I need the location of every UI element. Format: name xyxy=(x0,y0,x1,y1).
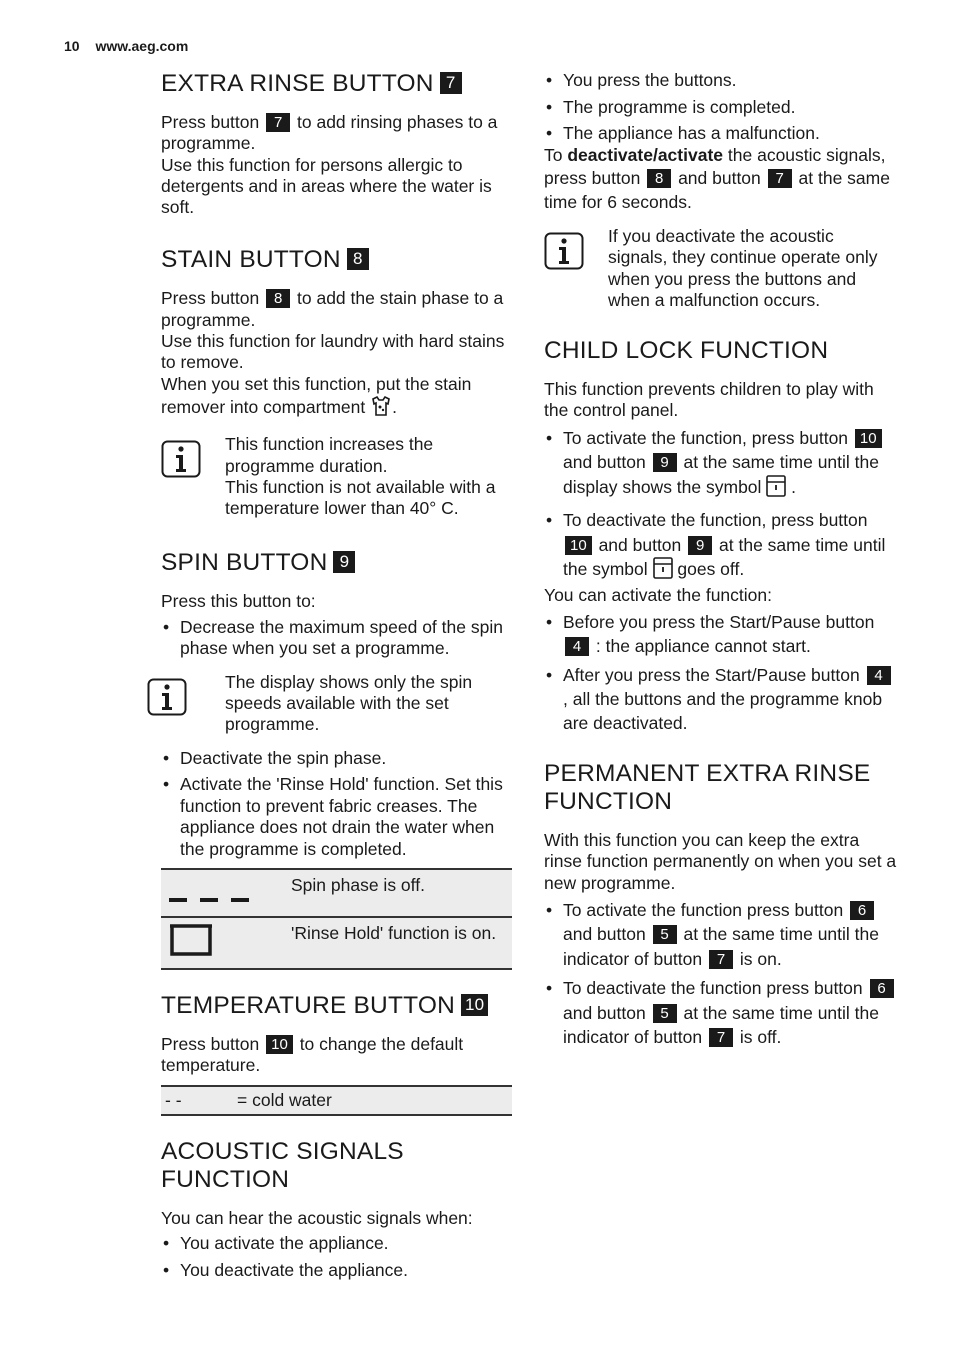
list-item: • You activate the appliance. xyxy=(161,1233,513,1255)
section-title: PERMANENT EXTRA RINSE FUNCTION xyxy=(544,760,871,816)
paragraph: You can activate the function: xyxy=(544,584,772,605)
acoustic-section-part2 xyxy=(544,70,900,311)
rinse-hold-tub-icon xyxy=(167,942,215,962)
section-title: STAIN BUTTON 8 xyxy=(161,246,513,274)
list-item: • To deactivate the function press button 6 and button 5 at the same time until the indicator of button 7 is off. xyxy=(544,976,900,1050)
section-title: TEMPERATURE BUTTON 10 xyxy=(161,992,513,1020)
bullet-list xyxy=(544,898,900,1050)
button-number-badge: 8 xyxy=(266,289,290,308)
paragraph: You can hear the acoustic signals when: xyxy=(161,1207,473,1228)
button-number-badge: 5 xyxy=(653,925,677,944)
page-number: 10 xyxy=(64,38,80,54)
list-item: • The programme is completed. xyxy=(544,97,900,119)
table-cell: Spin phase is off. xyxy=(291,875,425,896)
section-title: ACOUSTIC SIGNALS FUNCTION xyxy=(161,1137,404,1193)
paragraph: When you set this function, put the stain remover into compartment . xyxy=(161,374,513,423)
info-note xyxy=(161,434,513,519)
info-note xyxy=(544,226,900,311)
info-note xyxy=(147,672,513,736)
acoustic-section-part1 xyxy=(161,1138,513,1281)
button-number-badge: 10 xyxy=(565,536,592,555)
temperature-section xyxy=(161,992,513,1116)
button-number-badge: 7 xyxy=(768,169,792,188)
list-item: • To deactivate the function, press button 10 and button 9 at the same time until the symbol goes off. xyxy=(544,508,900,586)
button-number-badge: 9 xyxy=(333,551,355,573)
button-number-badge: 7 xyxy=(709,1028,733,1047)
list-item: • Deactivate the spin phase. xyxy=(161,748,513,770)
table-row xyxy=(161,917,512,969)
section-title: CHILD LOCK FUNCTION xyxy=(544,337,829,365)
child-lock-section xyxy=(544,337,900,735)
stain-compartment-icon xyxy=(370,395,392,422)
bullet-list xyxy=(161,1233,513,1281)
page-header xyxy=(64,38,188,54)
list-item: • You press the buttons. xyxy=(544,70,900,92)
temperature-table xyxy=(161,1085,512,1116)
table-row xyxy=(161,869,512,917)
info-icon xyxy=(544,232,584,311)
section-title: SPIN BUTTON 9 xyxy=(161,549,513,577)
paragraph: Use this function for laundry with hard stains to remove. xyxy=(161,331,505,373)
note-text: This function is not available with a temperature lower than 40° C. xyxy=(225,476,496,519)
button-number-badge: 4 xyxy=(565,637,589,656)
note-text: This function increases the programme duration. xyxy=(225,434,434,476)
button-number-badge: 9 xyxy=(653,453,677,472)
button-number-badge: 5 xyxy=(653,1004,677,1023)
button-number-badge: 8 xyxy=(347,248,369,270)
table-cell: = cold water xyxy=(237,1089,332,1110)
paragraph: To deactivate/activate the acoustic signals, press button 8 and button 7 at the same time for 6 seconds. xyxy=(544,144,890,212)
note-text: The display shows only the spin speeds available with the set programme. xyxy=(225,671,473,735)
paragraph: Press button 7 to add rinsing phases to a programme. xyxy=(161,112,498,154)
bullet-list xyxy=(161,617,513,660)
right-column xyxy=(544,70,900,1055)
button-number-badge: 6 xyxy=(870,979,894,998)
list-item: • Activate the 'Rinse Hold' function. Set this function to prevent fabric creases. The appliance does not drain the water when the programme is completed. xyxy=(161,774,513,860)
table-row xyxy=(161,1086,512,1115)
section-title: EXTRA RINSE BUTTON 7 xyxy=(161,70,513,98)
spin-section xyxy=(161,549,513,970)
button-number-badge: 10 xyxy=(855,429,882,448)
button-number-badge: 10 xyxy=(461,994,488,1016)
site-url[interactable]: www.aeg.com xyxy=(95,38,189,54)
button-number-badge: 7 xyxy=(266,113,290,132)
button-number-badge: 9 xyxy=(688,536,712,555)
table-cell: - - xyxy=(165,1089,182,1110)
list-item: • To activate the function press button 6 and button 5 at the same time until the indicator of button 7 is on. xyxy=(544,898,900,972)
symbol-table xyxy=(161,868,512,970)
child-lock-icon xyxy=(653,557,673,586)
paragraph: Press button 10 to change the default temperature. xyxy=(161,1034,464,1076)
note-text: If you deactivate the acoustic signals, they continue operate only when you press the buttons and when a malfunction occurs. xyxy=(608,226,878,310)
bullet-list xyxy=(544,70,900,145)
extra-rinse-section xyxy=(161,70,513,218)
button-number-badge: 6 xyxy=(850,901,874,920)
left-column xyxy=(161,70,513,1286)
bullet-list xyxy=(161,748,513,861)
stain-section xyxy=(161,246,513,519)
button-number-badge: 10 xyxy=(266,1035,293,1054)
child-lock-icon xyxy=(766,475,786,504)
paragraph: This function prevents children to play with the control panel. xyxy=(544,379,874,421)
list-item: • You deactivate the appliance. xyxy=(161,1260,513,1282)
info-icon xyxy=(161,440,201,519)
list-item: • After you press the Start/Pause button 4 , all the buttons and the programme knob are deactivated. xyxy=(544,663,900,735)
paragraph: With this function you can keep the extra rinse function permanently on when you set a new programme. xyxy=(544,830,897,893)
list-item: • The appliance has a malfunction. xyxy=(544,123,900,145)
spin-off-dashes-icon xyxy=(167,888,251,908)
paragraph: Press button 8 to add the stain phase to a programme. xyxy=(161,288,504,330)
list-item: • Decrease the maximum speed of the spin phase when you set a programme. xyxy=(161,617,513,660)
bullet-list xyxy=(544,426,900,586)
permanent-extra-rinse-section xyxy=(544,760,900,1050)
list-item: • To activate the function, press button 10 and button 9 at the same time until the display shows the symbol . xyxy=(544,426,900,504)
table-cell: 'Rinse Hold' function is on. xyxy=(291,923,497,944)
bullet-list xyxy=(544,610,900,735)
button-number-badge: 8 xyxy=(647,169,671,188)
paragraph: Press this button to: xyxy=(161,591,316,612)
paragraph: Use this function for persons allergic to detergents and in areas where the water is soft. xyxy=(161,154,492,218)
info-icon xyxy=(147,678,187,736)
list-item: • Before you press the Start/Pause button 4 : the appliance cannot start. xyxy=(544,610,900,658)
button-number-badge: 4 xyxy=(867,666,891,685)
button-number-badge: 7 xyxy=(440,72,462,94)
button-number-badge: 7 xyxy=(709,950,733,969)
